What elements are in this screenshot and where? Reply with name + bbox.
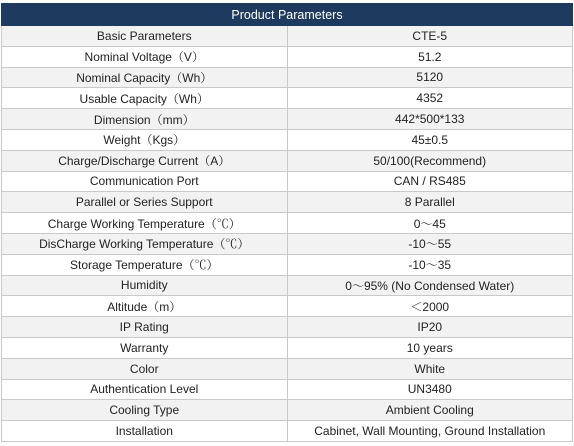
parameter-label: IP Rating <box>2 317 288 338</box>
table-body <box>2 26 573 442</box>
table-row <box>2 46 573 67</box>
parameter-value: 10 years <box>287 337 573 358</box>
parameter-value: 0～95% (No Condensed Water) <box>287 275 573 296</box>
parameter-label: DisCharge Working Temperature（℃） <box>2 233 288 254</box>
table-row <box>2 26 573 47</box>
parameter-value: White <box>287 358 573 379</box>
parameter-label: Usable Capacity（Wh） <box>2 88 288 109</box>
table-row <box>2 296 573 317</box>
table-row <box>2 67 573 88</box>
product-parameters-sheet <box>1 3 573 442</box>
parameter-label: Altitude（m） <box>2 296 288 317</box>
parameter-label: Dimension（mm） <box>2 109 288 130</box>
table-row <box>2 213 573 234</box>
table-row <box>2 88 573 109</box>
parameter-value: 50/100(Recommend) <box>287 150 573 171</box>
parameter-value: 8 Parallel <box>287 192 573 213</box>
parameter-label: Nominal Voltage（V） <box>2 46 288 67</box>
parameter-label: Humidity <box>2 275 288 296</box>
parameter-value: ＜2000 <box>287 296 573 317</box>
table-row <box>2 192 573 213</box>
table-title: Product Parameters <box>2 4 573 26</box>
parameter-value: 0～45 <box>287 213 573 234</box>
parameter-value: Ambient Cooling <box>287 400 573 421</box>
table-row <box>2 379 573 400</box>
parameter-value: 4352 <box>287 88 573 109</box>
parameter-label: Basic Parameters <box>2 26 288 47</box>
table-row <box>2 317 573 338</box>
parameter-value: CAN / RS485 <box>287 171 573 192</box>
parameter-label: Nominal Capacity（Wh） <box>2 67 288 88</box>
parameter-label: Charge/Discharge Current（A） <box>2 150 288 171</box>
table-row <box>2 254 573 275</box>
table-row <box>2 150 573 171</box>
parameter-label: Parallel or Series Support <box>2 192 288 213</box>
table-row <box>2 400 573 421</box>
table-row <box>2 358 573 379</box>
table-row <box>2 337 573 358</box>
table-row <box>2 275 573 296</box>
table-row <box>2 109 573 130</box>
parameter-label: Color <box>2 358 288 379</box>
parameter-label: Weight（Kgs） <box>2 129 288 150</box>
table-row <box>2 421 573 442</box>
parameter-label: Cooling Type <box>2 400 288 421</box>
table-row <box>2 233 573 254</box>
parameter-value: Cabinet, Wall Mounting, Ground Installation <box>287 421 573 442</box>
parameter-label: Communication Port <box>2 171 288 192</box>
parameter-value: -10～55 <box>287 233 573 254</box>
parameter-value: IP20 <box>287 317 573 338</box>
parameter-label: Installation <box>2 421 288 442</box>
parameter-value: UN3480 <box>287 379 573 400</box>
parameter-value: 442*500*133 <box>287 109 573 130</box>
parameter-value: 51.2 <box>287 46 573 67</box>
table-row <box>2 171 573 192</box>
parameter-value: -10～35 <box>287 254 573 275</box>
parameter-value: 45±0.5 <box>287 129 573 150</box>
parameter-label: Storage Temperature（℃） <box>2 254 288 275</box>
parameter-value: 5120 <box>287 67 573 88</box>
parameter-label: Warranty <box>2 337 288 358</box>
parameter-value: CTE-5 <box>287 26 573 47</box>
table-title-row <box>2 4 573 26</box>
product-parameters-table <box>1 3 573 442</box>
parameter-label: Charge Working Temperature（℃） <box>2 213 288 234</box>
table-row <box>2 129 573 150</box>
parameter-label: Authentication Level <box>2 379 288 400</box>
